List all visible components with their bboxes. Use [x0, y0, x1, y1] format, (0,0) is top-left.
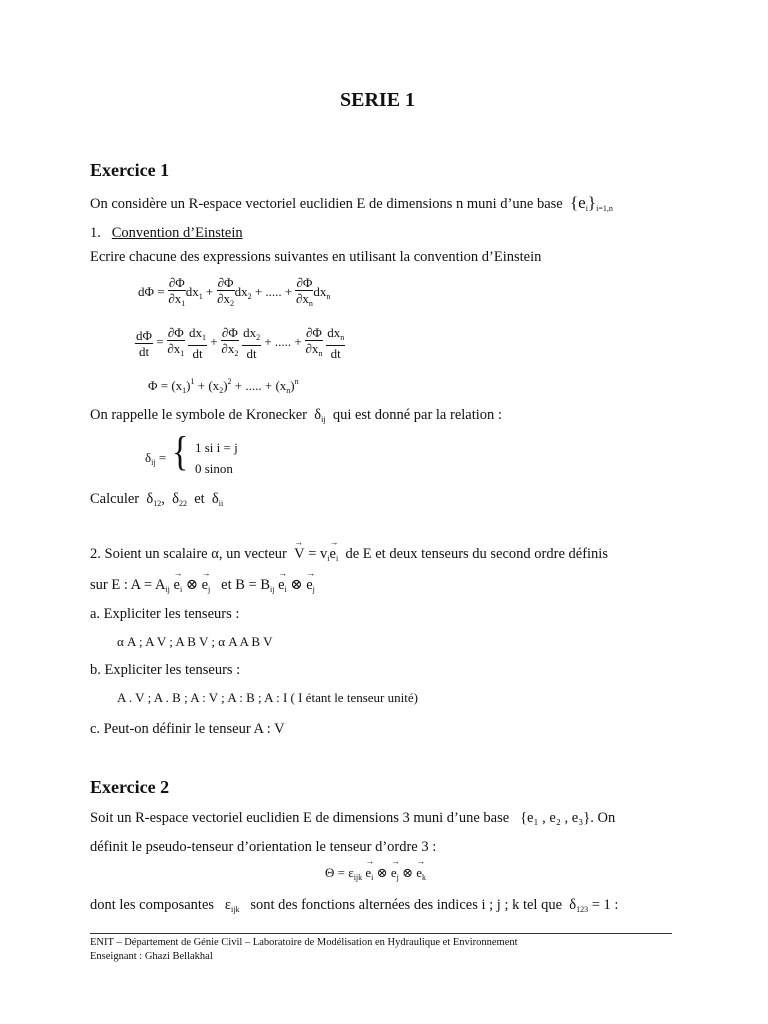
calc-d1: δ	[146, 491, 154, 507]
ex2-base: {e₁ , e₂ , e₃}	[520, 810, 591, 826]
q2-line-2	[90, 577, 315, 594]
qb-label: b. Expliciter les tenseurs :	[90, 662, 241, 678]
qa-expressions: α A ; A V ; A B V ; α A A B V	[117, 634, 273, 649]
q1-number: 1.	[90, 225, 101, 241]
calc-label: Calculer	[90, 491, 140, 507]
eq1-frac-n-den-sub: n	[308, 299, 313, 308]
kron-def-sub: ij	[151, 458, 156, 467]
eq3-sub-1: 1	[182, 386, 187, 395]
eq2-frac-2b-den: dt	[246, 346, 257, 361]
calc-d1-sub: 12	[153, 499, 162, 508]
page-title: SERIE 1	[340, 89, 416, 111]
q2-otimes-b: ⊗	[290, 577, 303, 593]
eq1-frac-1-den-sub: 1	[181, 299, 186, 308]
eq1-frac-n-num: ∂Φ	[296, 275, 313, 290]
kronecker-def-lhs	[145, 450, 166, 467]
ex2-text-1-end: . On	[590, 810, 616, 826]
eq1-frac-n-den	[295, 291, 313, 311]
q2-a-sub: ij	[165, 585, 170, 594]
kron-case-1: 1 si i = j	[195, 440, 238, 455]
eq1-dx-2-sub: 2	[247, 291, 252, 301]
eq2-frac-1b-den: dt	[192, 346, 203, 361]
ex2-delta-value: = 1 :	[591, 897, 619, 913]
qc-line: c. Peut-on définir le tenseur A : V	[90, 721, 285, 737]
ex1-intro-text: On considère un R-espace vectoriel euclidien E de dimensions n muni d’une base	[90, 196, 563, 212]
eq1-frac-n-den-text: ∂x	[295, 291, 309, 306]
ex2-delta: δ	[569, 897, 577, 913]
q2-b-e1-sub: i	[284, 585, 287, 594]
eq1-dx-1: dx	[185, 283, 199, 299]
kron-case-2: 0 sinon	[195, 461, 233, 476]
ex2-line-1	[90, 810, 615, 827]
base-close: }	[587, 193, 597, 212]
eq1-frac-1-den-text: ∂x	[168, 291, 182, 306]
eq2-frac-1b	[188, 325, 207, 361]
q1-instruction: Ecrire chacune des expressions suivantes en utilisant la convention d’Einstein	[90, 249, 542, 265]
eq3-paren-1: )	[186, 378, 191, 393]
eq2-frac-nb	[326, 325, 345, 361]
kronecker-text-2: qui est donné par la relation :	[332, 407, 502, 423]
eq1-frac-2	[217, 275, 235, 311]
eq2-frac-2b-num-sub: 2	[256, 333, 261, 342]
eq2-frac-1a	[167, 325, 185, 361]
calc-d2-sub: 22	[178, 499, 187, 508]
eq2-plus: +	[210, 333, 218, 349]
q2-line-1	[90, 546, 608, 563]
exercise-2-heading: Exercice 2	[90, 777, 170, 797]
calc-d2: δ	[172, 491, 179, 507]
qb-expressions: A . V ; A . B ; A : V ; A : B ; A : I ( I étant le tenseur unité)	[117, 690, 418, 705]
q2-a-e2-sub: j	[208, 585, 211, 594]
eq1-dx-1-sub: 1	[198, 291, 203, 301]
eq2-dots: + ..... +	[264, 333, 302, 349]
eq3-exp-n: n	[294, 377, 299, 386]
eq2-frac-2a-num: ∂Φ	[221, 325, 238, 340]
eq2-frac-2a-den-sub: 2	[234, 349, 239, 358]
q2-otimes-a: ⊗	[185, 577, 198, 593]
q2-text-b: , un vecteur	[218, 546, 287, 562]
footer-line-1: ENIT – Département de Génie Civil – Laboratoire de Modélisation en Hydraulique et Environnement	[90, 937, 518, 948]
equation-dphi-dt	[135, 325, 345, 361]
kronecker-brace: {	[172, 430, 189, 475]
q2-b-def: et B = B	[221, 577, 271, 593]
eq1-frac-2-num: ∂Φ	[217, 275, 234, 290]
kronecker-symbol: δ	[314, 407, 322, 423]
q2-vector-v: → V	[294, 546, 304, 563]
eq3-sub-2: 2	[219, 386, 224, 395]
eq1-frac-2-den-text: ∂x	[217, 291, 231, 306]
q2-alpha: α	[211, 546, 219, 562]
calc-d3: δ	[211, 491, 219, 507]
kronecker-sub: ij	[321, 415, 326, 424]
eq2-frac-nb-num-text: dx	[327, 325, 341, 340]
calculer-line	[90, 491, 223, 508]
eq1-frac-2-den	[217, 291, 235, 311]
eq3-dots: + ..... + (x	[231, 378, 287, 393]
ex2-eps-sub: ijk	[231, 905, 240, 914]
eq2-frac-1b-num	[188, 325, 207, 346]
ex2-line-2: définit le pseudo-tenseur d’orientation le tenseur d’ordre 3 :	[90, 839, 437, 855]
eq2-frac-na	[305, 325, 323, 361]
q2-veq: = v	[308, 546, 328, 562]
calc-et: et	[194, 491, 205, 507]
eq2-frac-2b-num	[242, 325, 261, 346]
eq1-frac-n	[295, 275, 313, 311]
ex2-eps: ε	[224, 897, 232, 913]
q2-vsub: i	[327, 554, 330, 563]
calc-comma: ,	[161, 491, 165, 507]
eq2-frac-nb-num-sub: n	[340, 333, 345, 342]
ex2-text-3b: sont des fonctions alternées des indices i ; j ; k tel que	[250, 897, 563, 913]
theta-e1: → e	[365, 865, 371, 881]
ex2-text-1: Soit un R-espace vectoriel euclidien E de dimensions 3 muni d’une base	[90, 810, 510, 826]
kron-def-eq: =	[158, 450, 167, 465]
q2-b-e2: → e	[306, 577, 312, 594]
eq3-plus: + (x	[194, 378, 220, 393]
footer-rule	[90, 933, 672, 934]
q2-a-e2: → e	[202, 577, 208, 594]
equation-phi	[148, 377, 299, 395]
q2-a-def: sur E : A = A	[90, 577, 166, 593]
eq2-frac-na-num: ∂Φ	[306, 325, 322, 340]
ex2-line-3	[90, 897, 618, 914]
eq1-frac-2-den-sub: 2	[230, 299, 235, 308]
theta-equation: $\Theta = \varepsilon_{ijk} \to e_i$ ⊗ → $e_j$ ⊗ → $e_k$	[325, 865, 426, 882]
eq2-frac-2b	[242, 325, 261, 361]
eq1-dx-2: dx	[234, 283, 248, 299]
eq2-lhs-num: dΦ	[136, 327, 153, 343]
eq2-lhs	[135, 328, 153, 359]
eq1-frac-1	[168, 275, 186, 311]
ex1-intro	[90, 193, 613, 213]
base-open: {e	[569, 193, 586, 212]
eq2-frac-na-den-sub: n	[318, 349, 323, 358]
eq3-sub-n: n	[286, 386, 291, 395]
base-range: i=1,n	[596, 204, 613, 213]
theta-sub: ijk	[353, 873, 363, 882]
q1-heading	[90, 225, 243, 242]
q2-a-e1: → e	[174, 577, 180, 594]
eq2-equals: =	[156, 333, 164, 349]
base-sub: i	[585, 204, 588, 213]
eq2-frac-1b-num-text: dx	[189, 325, 203, 340]
kronecker-text: On rappelle le symbole de Kronecker	[90, 407, 308, 423]
kron-def-delta: δ	[145, 450, 152, 465]
equation-dphi	[138, 275, 330, 311]
eq1-frac-1-den	[168, 291, 186, 311]
q2-text-c: de E et deux tenseurs du second ordre définis	[345, 546, 608, 562]
ex2-text-3a: dont les composantes	[90, 897, 215, 913]
eq1-lhs: dΦ =	[138, 283, 165, 299]
eq2-frac-1b-num-sub: 1	[202, 333, 207, 342]
q2-b-sub: ij	[270, 585, 275, 594]
ex2-delta-sub: 123	[576, 905, 589, 914]
q2-ve: → e	[330, 546, 336, 563]
eq1-dx-n-sub: n	[326, 291, 331, 301]
q2-b-e1: → e	[278, 577, 284, 594]
q2-a-e1-sub: i	[179, 585, 183, 594]
eq2-frac-nb-den: dt	[330, 346, 341, 361]
eq3-exp-2: 2	[227, 377, 232, 386]
eq2-frac-1a-den-sub: 1	[180, 349, 185, 358]
eq1-dots: + ..... +	[254, 283, 293, 299]
eq3-exp-1: 1	[190, 377, 195, 386]
eq2-frac-1a-den	[167, 341, 185, 361]
eq3-lhs: Φ = (x	[148, 378, 183, 393]
eq2-frac-na-den-text: ∂x	[305, 341, 319, 356]
kronecker-sentence	[90, 407, 502, 424]
footer-line-2: Enseignant : Ghazi Bellakhal	[90, 951, 213, 962]
q1-title: Convention d’Einstein	[111, 225, 243, 241]
eq3-paren-2: )	[223, 378, 228, 393]
eq2-frac-na-den	[305, 341, 323, 361]
q2-b-e2-sub: j	[312, 585, 315, 594]
q2-text-a: 2. Soient un scalaire	[90, 546, 208, 562]
q2-vesub: i	[335, 554, 339, 563]
eq2-frac-2b-num-text: dx	[243, 325, 257, 340]
exercise-1-heading: Exercice 1	[90, 160, 170, 180]
calc-d3-sub: ii	[218, 499, 224, 508]
theta-e2: → e	[391, 865, 397, 881]
eq1-dx-n: dx	[313, 283, 327, 299]
eq2-frac-1a-num: ∂Φ	[167, 325, 184, 340]
eq2-frac-2a-den	[221, 341, 239, 361]
theta-e3: → e	[416, 865, 422, 881]
eq2-frac-1a-den-text: ∂x	[167, 341, 181, 356]
eq1-plus: +	[206, 283, 214, 299]
eq1-frac-1-num: ∂Φ	[168, 275, 185, 290]
eq2-frac-nb-num	[326, 325, 345, 346]
eq2-frac-2a	[221, 325, 239, 361]
eq3-paren-n: )	[290, 378, 295, 393]
eq2-frac-2a-den-text: ∂x	[221, 341, 235, 356]
qa-label: a. Expliciter les tenseurs :	[90, 606, 240, 622]
theta-lhs: Θ = ε	[325, 865, 354, 880]
eq2-lhs-den: dt	[138, 343, 150, 359]
